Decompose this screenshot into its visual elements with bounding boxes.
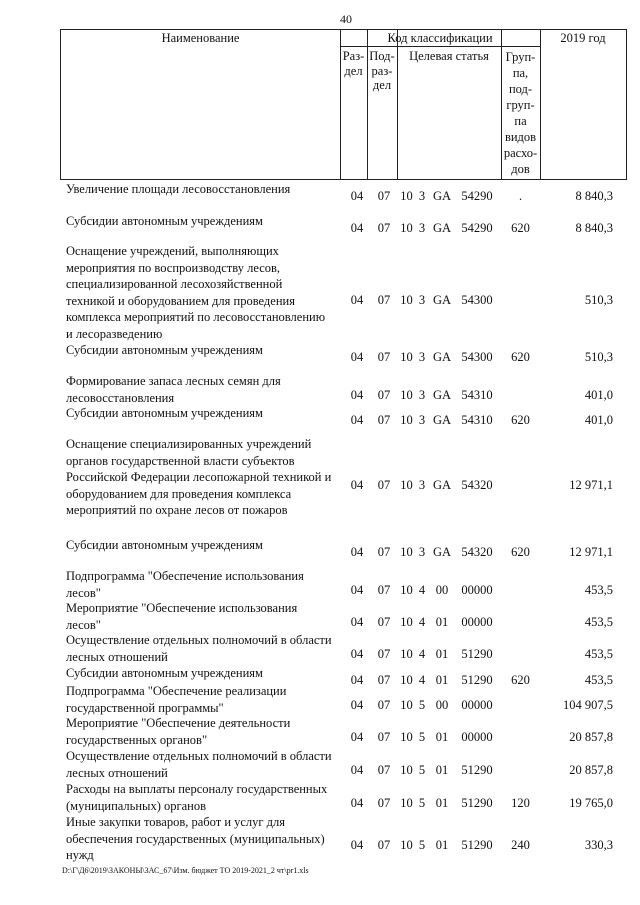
cell-vr: 620 (511, 673, 530, 687)
cell-c3: 01 (435, 730, 449, 744)
cell-rz: 04 (350, 350, 364, 364)
cell-c1: 10 (400, 221, 413, 235)
cell-c4: 00000 (461, 615, 493, 629)
cell-c1: 10 (400, 730, 413, 744)
row-name (66, 213, 348, 230)
row-name (66, 568, 348, 601)
cell-c1: 10 (400, 763, 413, 777)
row-name-line: (муниципальных) органов (66, 798, 207, 813)
header-name: Наименование (161, 31, 240, 45)
cell-c2: 4 (418, 673, 426, 687)
row-name-line: Формирование запаса лесных семян для (66, 374, 281, 388)
header-vid-line: под- (508, 82, 533, 96)
row-name-line: лесных отношений (66, 765, 168, 780)
cell-c1: 10 (400, 673, 413, 687)
cell-c2: 5 (418, 730, 426, 744)
row-name-line: лесов" (66, 585, 101, 600)
row-name-line: Субсидии автономным учреждениям (66, 538, 263, 552)
row-name-line: Осуществление отдельных полномочий в области (66, 633, 332, 647)
cell-vr: 620 (511, 221, 530, 235)
cell-c2: 3 (418, 293, 426, 307)
cell-c4: 54320 (461, 478, 493, 492)
cell-rz: 04 (350, 545, 364, 559)
cell-c4: 00000 (461, 583, 493, 597)
cell-c4: 00000 (461, 698, 493, 712)
row-name-line: Осуществление отдельных полномочий в области (66, 749, 332, 763)
row-name-line: комплекса мероприятий по лесовосстановлению (66, 310, 326, 325)
cell-c1: 10 (400, 189, 413, 203)
header-podrazdel-line: раз- (371, 63, 393, 78)
row-name-line: Увеличение площади лесовосстановления (66, 182, 291, 196)
cell-amount: 19 765,0 (569, 796, 613, 810)
cell-c3: GA (432, 545, 452, 559)
cell-c3: GA (432, 478, 452, 492)
cell-rz: 04 (350, 189, 364, 203)
cell-c3: 00 (435, 583, 449, 597)
cell-amount: 453,5 (584, 647, 613, 661)
cell-pr: 07 (377, 615, 391, 629)
row-name-line: нужд (66, 848, 94, 863)
row-name (66, 632, 348, 665)
header-vid-line: па, (512, 66, 529, 80)
row-name-line: лесовосстановления (66, 390, 175, 405)
cell-pr: 07 (377, 673, 391, 687)
cell-c2: 4 (418, 583, 426, 597)
row-name-line: Субсидии автономным учреждениям (66, 406, 263, 420)
cell-c2: 3 (418, 478, 426, 492)
table-header (60, 29, 627, 180)
cell-pr: 07 (377, 478, 391, 492)
header-vid-line: груп- (506, 98, 535, 112)
header-vid-line: видов (504, 130, 537, 144)
cell-rz: 04 (350, 478, 364, 492)
cell-c3: GA (432, 350, 452, 364)
cell-c1: 10 (400, 838, 413, 852)
row-name-line: Подпрограмма "Обеспечение использования (66, 569, 304, 583)
cell-c3: 00 (435, 698, 449, 712)
cell-amount: 510,3 (584, 350, 613, 364)
cell-amount: 453,5 (584, 583, 613, 597)
cell-c2: 4 (418, 615, 426, 629)
cell-c3: 01 (435, 763, 449, 777)
cell-amount: 104 907,5 (563, 698, 613, 712)
cell-c2: 5 (418, 796, 426, 810)
cell-c1: 10 (400, 698, 413, 712)
cell-amount: 401,0 (584, 413, 613, 427)
row-name-line: Подпрограмма "Обеспечение реализации (66, 684, 287, 698)
cell-pr: 07 (377, 838, 391, 852)
cell-c2: 3 (418, 350, 426, 364)
row-name-line: Субсидии автономным учреждениям (66, 343, 263, 357)
cell-rz: 04 (350, 796, 364, 810)
row-name-line: мероприятий по охране лесов от пожаров (66, 503, 288, 518)
row-name-line: Оснащение учреждений, выполняющих (66, 244, 279, 258)
cell-c4: 00000 (461, 730, 493, 744)
cell-pr: 07 (377, 763, 391, 777)
cell-c3: 01 (435, 647, 449, 661)
cell-rz: 04 (350, 293, 364, 307)
row-name-line: Субсидии автономным учреждениям (66, 214, 263, 228)
row-name-line: специализированной лесохозяйственной (66, 277, 283, 292)
cell-amount: 510,3 (584, 293, 613, 307)
row-name (66, 600, 348, 633)
cell-pr: 07 (377, 730, 391, 744)
header-vid-line: па (514, 114, 527, 128)
cell-vr: 620 (511, 350, 530, 364)
cell-c2: 5 (418, 698, 426, 712)
row-name (66, 683, 348, 716)
cell-rz: 04 (350, 388, 364, 402)
cell-c1: 10 (400, 615, 413, 629)
divider (540, 30, 541, 179)
row-name-line: Расходы на выплаты персоналу государственных (66, 782, 328, 796)
header-podrazdel (367, 49, 397, 93)
cell-amount: 20 857,8 (569, 730, 613, 744)
cell-amount: 12 971,1 (569, 478, 613, 492)
cell-pr: 07 (377, 796, 391, 810)
cell-c3: GA (432, 189, 452, 203)
cell-c2: 3 (418, 388, 426, 402)
row-name-line: Оснащение специализированных учреждений (66, 437, 312, 451)
cell-rz: 04 (350, 221, 364, 235)
header-vid-line: дов (511, 162, 530, 176)
cell-c2: 3 (418, 221, 426, 235)
row-name-line: оборудованием для проведения комплекса (66, 486, 292, 501)
row-name (66, 436, 348, 519)
file-path-footer: D:\Г\Д6\2019\ЗАКОНЫ\ЗАС_67\Изм. бюджет ТО 2019-2021_2 чт\pr1.xls (62, 866, 309, 875)
cell-amount: 401,0 (584, 388, 613, 402)
cell-c1: 10 (400, 350, 413, 364)
row-name-line: лесных отношений (66, 649, 168, 664)
header-razdel (340, 49, 367, 78)
header-razdel-line: Раз- (342, 49, 365, 63)
cell-rz: 04 (350, 730, 364, 744)
cell-rz: 04 (350, 583, 364, 597)
cell-amount: 330,3 (584, 838, 613, 852)
header-vid-line: расхо- (503, 146, 538, 160)
row-name-line: государственной программы" (66, 700, 224, 715)
header-vid-line: Груп- (505, 50, 536, 64)
cell-vr: 620 (511, 545, 530, 559)
cell-c4: 54290 (461, 221, 493, 235)
cell-c1: 10 (400, 293, 413, 307)
row-name-line: Мероприятие "Обеспечение деятельности (66, 716, 291, 730)
cell-c3: GA (432, 293, 452, 307)
cell-c1: 10 (400, 796, 413, 810)
cell-c1: 10 (400, 545, 413, 559)
row-name-line: техникой и оборудованием для проведения (66, 293, 295, 308)
cell-c3: 01 (435, 673, 449, 687)
cell-c2: 3 (418, 545, 426, 559)
cell-c4: 54290 (461, 189, 493, 203)
header-target: Целевая статья (409, 49, 489, 63)
cell-amount: 12 971,1 (569, 545, 613, 559)
row-name-line: Мероприятие "Обеспечение использования (66, 601, 298, 615)
cell-c4: 54320 (461, 545, 493, 559)
page-number: 40 (340, 12, 352, 26)
cell-c3: GA (432, 221, 452, 235)
cell-c2: 5 (418, 838, 426, 852)
row-name-line: Иные закупки товаров, работ и услуг для (66, 815, 286, 829)
row-name-line: Субсидии автономным учреждениям (66, 666, 263, 680)
row-name-line: обеспечения государственных (муниципальных) (66, 831, 325, 846)
cell-c1: 10 (400, 388, 413, 402)
cell-c3: GA (432, 388, 452, 402)
cell-pr: 07 (377, 350, 391, 364)
cell-rz: 04 (350, 763, 364, 777)
header-podrazdel-line: дел (372, 78, 392, 92)
cell-c2: 4 (418, 647, 426, 661)
cell-c3: 01 (435, 838, 449, 852)
cell-vr: 240 (511, 838, 530, 852)
cell-pr: 07 (377, 221, 391, 235)
cell-pr: 07 (377, 698, 391, 712)
header-year: 2019 год (560, 31, 606, 45)
cell-c1: 10 (400, 583, 413, 597)
cell-rz: 04 (350, 647, 364, 661)
header-code-group: Код классификации (387, 31, 493, 45)
row-name (66, 243, 348, 343)
row-name-line: органов государственной власти субъектов (66, 453, 295, 468)
cell-amount: 20 857,8 (569, 763, 613, 777)
row-name (66, 373, 348, 406)
row-name (66, 342, 348, 359)
cell-c3: GA (432, 413, 452, 427)
cell-c4: 54300 (461, 350, 493, 364)
row-name (66, 814, 348, 864)
row-name-line: лесов" (66, 617, 101, 632)
row-name-line: мероприятия по воспроизводству лесов, (66, 260, 281, 275)
row-name (66, 665, 348, 682)
cell-vr: . (518, 189, 523, 203)
row-name (66, 181, 348, 198)
cell-rz: 04 (350, 838, 364, 852)
row-name (66, 748, 348, 781)
cell-c2: 3 (418, 189, 426, 203)
cell-c2: 3 (418, 413, 426, 427)
cell-c4: 54310 (461, 388, 493, 402)
row-name-line: и лесоразведению (66, 326, 163, 341)
cell-amount: 8 840,3 (575, 221, 613, 235)
row-name-line: государственных органов" (66, 732, 208, 747)
cell-vr: 620 (511, 413, 530, 427)
cell-c4: 51290 (461, 763, 493, 777)
cell-c1: 10 (400, 647, 413, 661)
cell-pr: 07 (377, 293, 391, 307)
header-vid (501, 49, 540, 177)
cell-c3: 01 (435, 615, 449, 629)
header-podrazdel-line: Под- (369, 49, 395, 63)
cell-pr: 07 (377, 388, 391, 402)
row-name (66, 405, 348, 422)
cell-c1: 10 (400, 478, 413, 492)
cell-amount: 8 840,3 (575, 189, 613, 203)
cell-pr: 07 (377, 545, 391, 559)
row-name (66, 537, 348, 554)
cell-pr: 07 (377, 189, 391, 203)
cell-c4: 51290 (461, 838, 493, 852)
cell-pr: 07 (377, 647, 391, 661)
cell-rz: 04 (350, 615, 364, 629)
row-name (66, 781, 348, 814)
divider (340, 46, 540, 47)
cell-c3: 01 (435, 796, 449, 810)
cell-pr: 07 (377, 413, 391, 427)
cell-amount: 453,5 (584, 673, 613, 687)
cell-c4: 51290 (461, 673, 493, 687)
cell-c4: 54300 (461, 293, 493, 307)
cell-pr: 07 (377, 583, 391, 597)
cell-amount: 453,5 (584, 615, 613, 629)
cell-c1: 10 (400, 413, 413, 427)
cell-c4: 51290 (461, 796, 493, 810)
cell-vr: 120 (511, 796, 530, 810)
cell-c4: 51290 (461, 647, 493, 661)
cell-c2: 5 (418, 763, 426, 777)
cell-rz: 04 (350, 698, 364, 712)
cell-rz: 04 (350, 673, 364, 687)
row-name-line: Российской Федерации лесопожарной техникой и (66, 470, 332, 485)
row-name (66, 715, 348, 748)
cell-c4: 54310 (461, 413, 493, 427)
cell-rz: 04 (350, 413, 364, 427)
header-razdel-line: дел (344, 63, 363, 78)
